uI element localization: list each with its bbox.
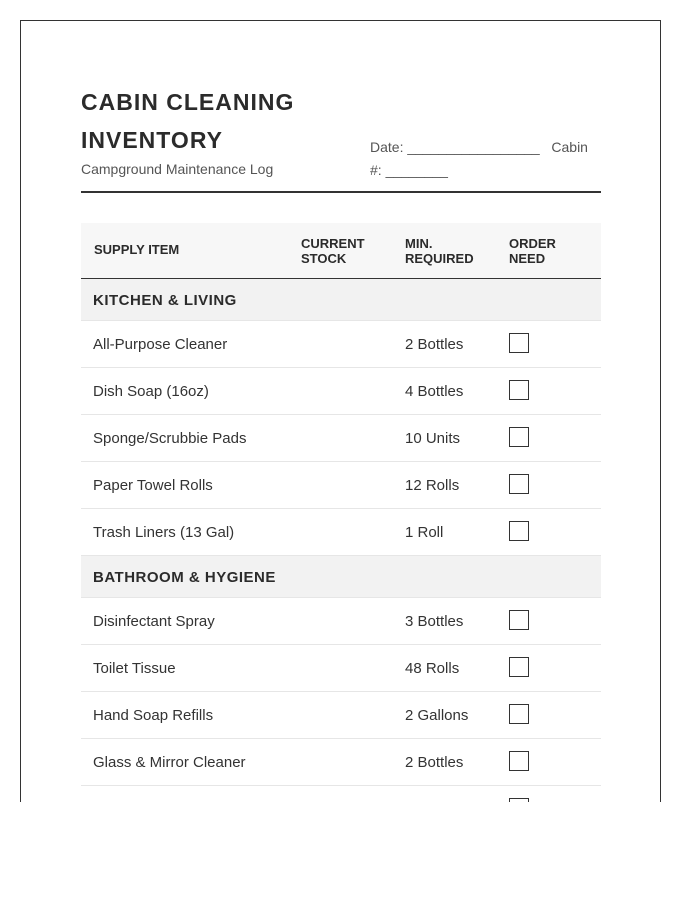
column-header-order-need-line-2: NEED [509,251,546,266]
supply-item: Dish Soap (16oz) [93,383,209,400]
table-header [81,223,601,279]
min-required: 48 Rolls [405,660,460,677]
order-need-checkbox[interactable] [509,380,529,400]
column-header-order-need-line-1: ORDER [509,236,556,251]
table-row [81,368,601,415]
min-required: 1 Roll [405,524,444,541]
column-header-current-stock-line-2: STOCK [301,251,347,266]
page-title: CABIN CLEANING INVENTORY [81,89,295,153]
section-label: BATHROOM & HYGIENE [93,569,276,586]
order-need-checkbox[interactable] [509,751,529,771]
order-need-checkbox[interactable] [509,474,529,494]
table-row [81,739,601,786]
column-header-supply-item: SUPPLY ITEM [94,242,180,257]
date-cabin-line-1: Date: _________________ Cabin [370,139,588,155]
order-need-checkbox[interactable] [509,704,529,724]
inventory-sheet [20,20,661,802]
supply-item: All-Purpose Cleaner [93,336,228,353]
min-required: 4 Bottles [405,383,464,400]
column-header-order-need [509,236,589,266]
order-need-checkbox[interactable] [509,798,529,802]
table-row [81,462,601,509]
min-required: 3 Bottles [405,613,464,630]
page-subtitle: Campground Maintenance Log [81,161,274,177]
min-required: 12 Rolls [405,477,460,494]
order-need-checkbox[interactable] [509,333,529,353]
table-row [81,321,601,368]
inventory-table [81,223,601,802]
min-required: 2 Bottles [405,754,464,771]
table-row [81,415,601,462]
column-header-current-stock-line-1: CURRENT [301,236,365,251]
date-cabin-line-2: #: ________ [370,162,448,178]
table-row [81,509,601,556]
supply-item: Glass & Mirror Cleaner [93,754,246,771]
order-need-checkbox[interactable] [509,657,529,677]
supply-item: Toilet Tissue [93,660,176,677]
section-label: KITCHEN & LIVING [93,292,237,309]
column-header-min-required [405,236,495,266]
min-required: 2 Bottles [405,336,464,353]
min-required: 10 Units [405,430,461,447]
table-row [81,786,601,802]
supply-item: Disinfectant Spray [93,613,215,630]
supply-item: Paper Towel Rolls [93,477,213,494]
order-need-checkbox[interactable] [509,521,529,541]
column-header-min-required-line-1: MIN. [405,236,433,251]
section-bathroom-hygiene [81,556,601,598]
order-need-checkbox[interactable] [509,610,529,630]
table-row [81,645,601,692]
section-kitchen-living [81,279,601,321]
column-header-min-required-line-2: REQUIRED [405,251,474,266]
column-header-current-stock [301,236,391,266]
table-row [81,598,601,645]
min-required: 2 Gallons [405,707,469,724]
order-need-checkbox[interactable] [509,427,529,447]
supply-item: Hand Soap Refills [93,707,214,724]
supply-item: Sponge/Scrubbie Pads [93,430,247,447]
table-row [81,692,601,739]
supply-item: Trash Liners (13 Gal) [93,524,235,541]
header-divider [81,191,601,193]
date-cabin-fields [370,136,600,182]
